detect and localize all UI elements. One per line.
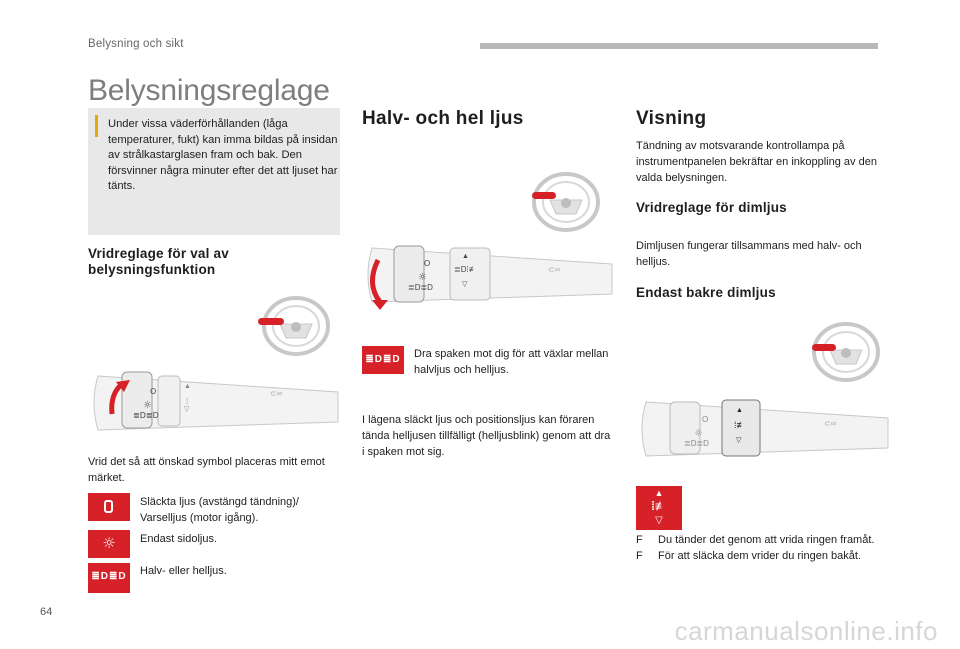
steering-wheel-illustration	[256, 296, 336, 358]
svg-text:▽: ▽	[462, 281, 468, 288]
bullet-text: Du tänder det genom att vrida ringen framåt.	[658, 534, 875, 546]
svg-text:⊂∞: ⊂∞	[548, 265, 561, 274]
rear-fog-heading: Endast bakre dimljus	[636, 285, 776, 300]
steering-wheel-illustration-3	[806, 322, 886, 384]
svg-text:≣D≣D: ≣D≣D	[408, 283, 433, 292]
fog-stalk-illustration	[636, 394, 892, 464]
fog-heading: Vridreglage för dimljus	[636, 200, 787, 215]
lights-off-icon	[88, 493, 130, 521]
svg-text:⁞≢: ⁞≢	[734, 420, 746, 430]
svg-text:⊂∞: ⊂∞	[824, 419, 837, 428]
bullet-marker: F	[636, 534, 643, 546]
page-title: Belysningsreglage	[88, 74, 330, 107]
rear-fog-icon: ▲ ⁞≢ ▽	[636, 486, 682, 530]
svg-text:≣D≣D: ≣D≣D	[133, 411, 159, 420]
svg-text:≣D≣D: ≣D≣D	[684, 439, 709, 448]
svg-text:⊂∞: ⊂∞	[270, 389, 283, 398]
fog-text: Dimljusen fungerar tillsammans med halv- och helljus.	[636, 240, 862, 268]
rear-fog-bullets	[636, 532, 896, 564]
item-lights-off-label: Släckta ljus (avstängd tändning)/ Varselljus (motor igång).	[140, 496, 299, 524]
item-headlights-label: Halv- eller helljus.	[140, 565, 227, 577]
steering-wheel-illustration-2	[526, 172, 606, 234]
stalk-highlight	[258, 318, 284, 325]
svg-text:☼: ☼	[143, 400, 152, 411]
side-lights-icon: ☼	[88, 530, 130, 558]
bullet-item	[636, 532, 896, 548]
svg-text:▽: ▽	[736, 437, 742, 444]
headlights-flash-icon: ≣D≣D	[362, 346, 404, 374]
col2-heading: Halv- och hel ljus	[362, 108, 524, 129]
headlights-icon: ≣D≣D	[88, 563, 130, 593]
page-number: 64	[40, 606, 53, 618]
bullet-marker: F	[636, 550, 643, 562]
item-side-lights-label: Endast sidoljus.	[140, 533, 218, 545]
svg-text:O: O	[150, 387, 157, 396]
section-header: Belysning och sikt	[88, 38, 184, 50]
col2-body: I lägena släckt ljus och positionsljus kan föraren tända helljusen tillfälligt (helljusblink) genom att dra i spaken mot sig.	[362, 414, 611, 458]
col1-intro: Vrid det så att önskad symbol placeras mitt emot märket.	[88, 456, 325, 484]
col3-heading: Visning	[636, 108, 707, 129]
svg-text:⁞: ⁞	[186, 397, 189, 406]
svg-text:☼: ☼	[694, 428, 703, 439]
bullet-item	[636, 548, 896, 564]
svg-text:▲: ▲	[736, 407, 743, 414]
svg-text:≣D⁞≢: ≣D⁞≢	[454, 265, 477, 274]
svg-text:▲: ▲	[184, 383, 191, 390]
note-accent-bar	[95, 115, 98, 137]
svg-text:O: O	[702, 415, 709, 424]
bullet-text: För att släcka dem vrider du ringen bakåt.	[658, 550, 861, 562]
col2-pull-text: Dra spaken mot dig för att växlar mellan halvljus och helljus.	[414, 348, 609, 376]
lighting-stalk-illustration	[88, 366, 342, 436]
lighting-stalk-pull-illustration	[362, 240, 616, 310]
note-text: Under vissa väderförhållanden (låga temperaturer, fukt) kan imma bildas på insidan av strålkastarglasen fram och bak. Den försvinner några minuter efter det att ljuset har tänts.	[108, 118, 338, 193]
note-box	[88, 108, 340, 235]
watermark: carmanualsonline.info	[674, 616, 938, 646]
svg-text:▲: ▲	[462, 253, 469, 260]
svg-text:O: O	[424, 259, 431, 268]
svg-text:▽: ▽	[184, 406, 190, 413]
col1-heading: Vridreglage för val av belysningsfunktion	[88, 246, 229, 277]
svg-text:☼: ☼	[418, 272, 427, 283]
header-divider	[480, 43, 878, 49]
col3-intro: Tändning av motsvarande kontrollampa på instrumentpanelen bekräftar en inkoppling av den valda belysningen.	[636, 140, 877, 184]
